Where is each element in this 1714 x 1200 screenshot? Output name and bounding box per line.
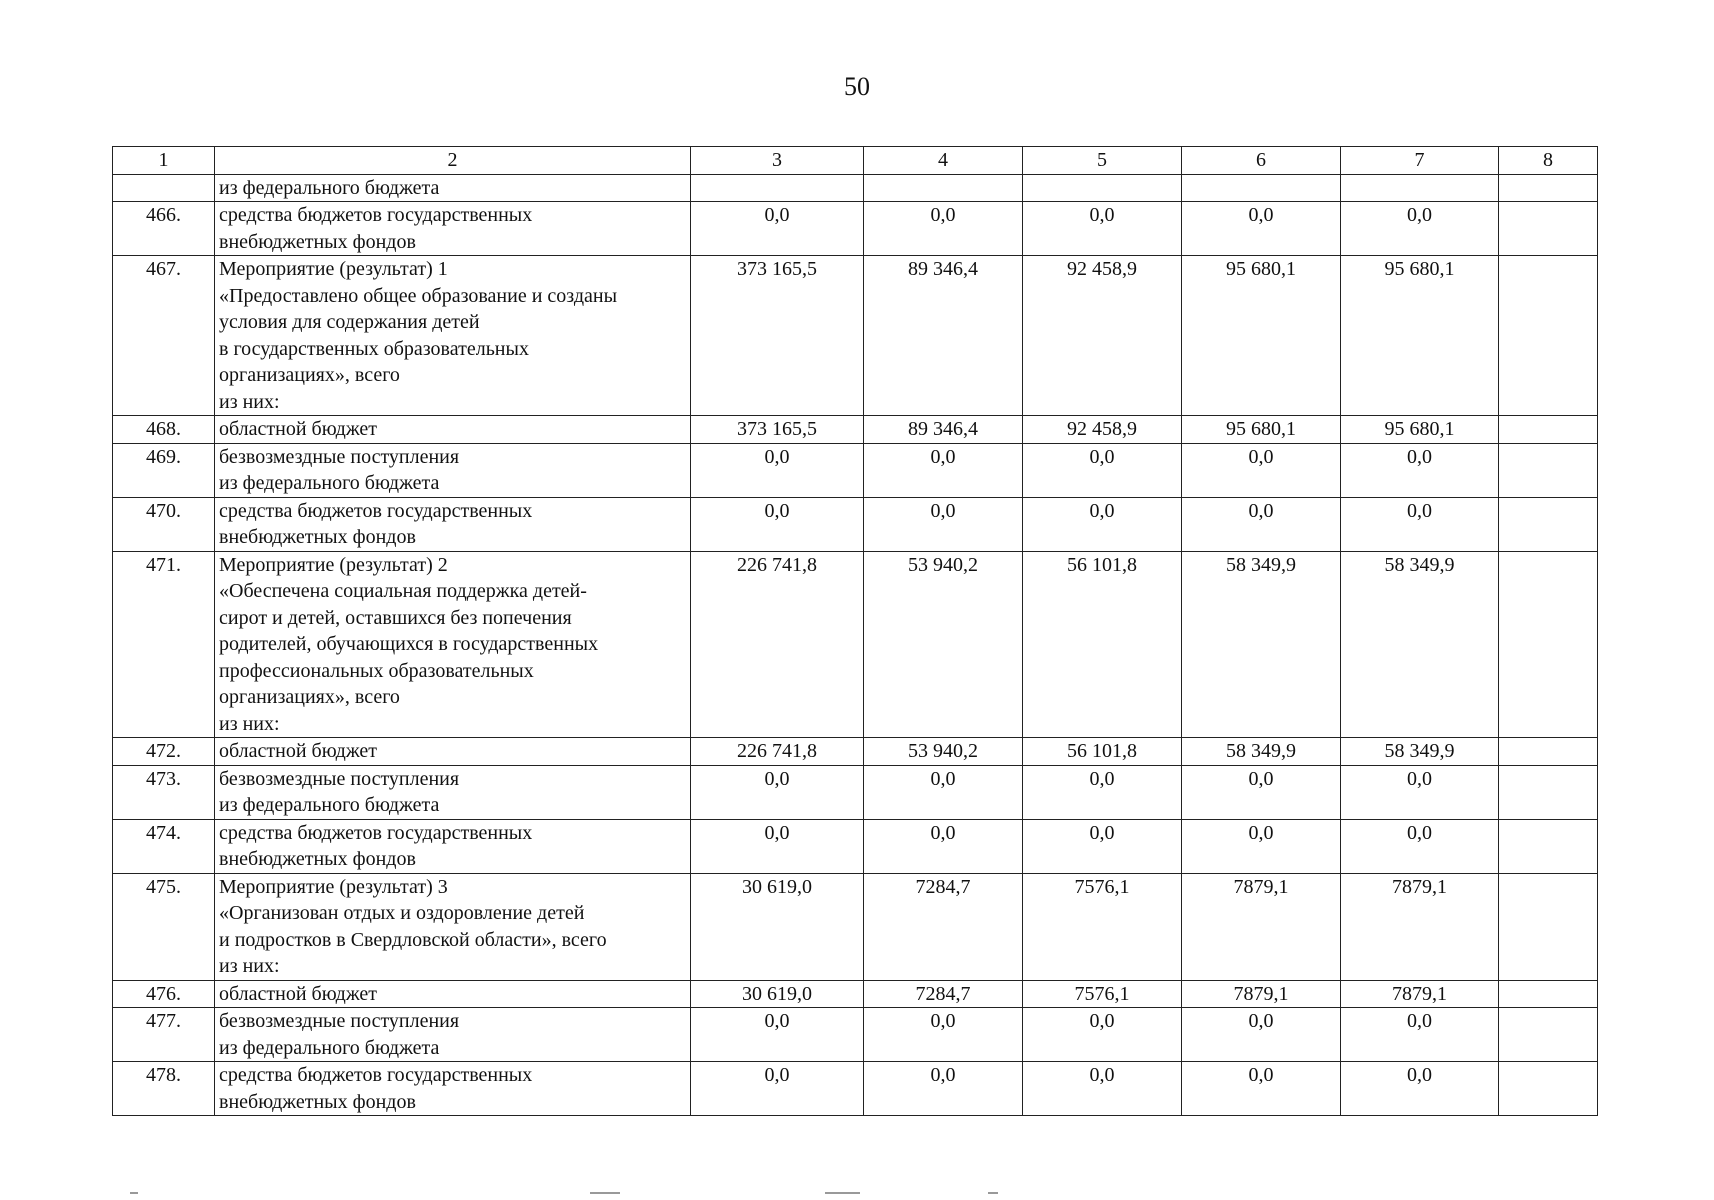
value-col-6: 95 680,1 [1182,256,1341,416]
table-row [113,738,1598,766]
row-description: безвозмездные поступления из федерального бюджета [215,1008,691,1062]
row-number: 477. [113,1008,215,1062]
value-col-7: 58 349,9 [1341,551,1499,738]
header-col-1: 1 [113,147,215,175]
value-col-8 [1499,497,1598,551]
header-col-7: 7 [1341,147,1499,175]
page-number: 50 [844,72,870,101]
row-description: средства бюджетов государственных внебюджетных фондов [215,1062,691,1116]
row-description: областной бюджет [215,738,691,766]
table-row [113,1062,1598,1116]
value-col-4: 7284,7 [864,873,1023,980]
scan-mark [590,1192,620,1194]
value-col-3: 0,0 [691,1008,864,1062]
value-col-5: 92 458,9 [1023,256,1182,416]
value-col-8 [1499,256,1598,416]
table-row [113,873,1598,980]
row-number: 475. [113,873,215,980]
value-col-5: 0,0 [1023,202,1182,256]
row-description: Мероприятие (результат) 3 «Организован отдых и оздоровление детей и подростков в Свердловской области», всего из них: [215,873,691,980]
row-number [113,174,215,202]
value-col-5: 92 458,9 [1023,416,1182,444]
row-number: 472. [113,738,215,766]
value-col-5: 0,0 [1023,443,1182,497]
header-col-8: 8 [1499,147,1598,175]
row-description: средства бюджетов государственных внебюджетных фондов [215,819,691,873]
table-row [113,202,1598,256]
row-description: безвозмездные поступления из федерального бюджета [215,443,691,497]
value-col-6: 0,0 [1182,765,1341,819]
value-col-8 [1499,202,1598,256]
value-col-4: 89 346,4 [864,256,1023,416]
value-col-4 [864,174,1023,202]
row-description: безвозмездные поступления из федерального бюджета [215,765,691,819]
value-col-7: 95 680,1 [1341,416,1499,444]
row-description: средства бюджетов государственных внебюджетных фондов [215,497,691,551]
row-number: 478. [113,1062,215,1116]
header-col-3: 3 [691,147,864,175]
value-col-6: 95 680,1 [1182,416,1341,444]
value-col-3: 373 165,5 [691,256,864,416]
table-row [113,416,1598,444]
row-description: областной бюджет [215,980,691,1008]
value-col-4: 53 940,2 [864,738,1023,766]
row-description: областной бюджет [215,416,691,444]
row-number: 468. [113,416,215,444]
value-col-4: 0,0 [864,1062,1023,1116]
table-body [113,174,1598,1116]
scan-artifacts [0,1192,1714,1196]
value-col-7: 0,0 [1341,497,1499,551]
value-col-3: 226 741,8 [691,551,864,738]
value-col-5: 56 101,8 [1023,738,1182,766]
value-col-4: 0,0 [864,765,1023,819]
value-col-6: 0,0 [1182,443,1341,497]
row-number: 476. [113,980,215,1008]
value-col-7: 7879,1 [1341,980,1499,1008]
value-col-8 [1499,765,1598,819]
row-number: 466. [113,202,215,256]
value-col-3: 0,0 [691,1062,864,1116]
value-col-8 [1499,174,1598,202]
value-col-5: 0,0 [1023,819,1182,873]
value-col-8 [1499,980,1598,1008]
scan-mark [825,1192,860,1194]
value-col-8 [1499,416,1598,444]
row-number: 474. [113,819,215,873]
value-col-4: 0,0 [864,443,1023,497]
value-col-7: 0,0 [1341,819,1499,873]
value-col-5: 0,0 [1023,765,1182,819]
value-col-3: 0,0 [691,443,864,497]
value-col-4: 0,0 [864,819,1023,873]
value-col-3: 0,0 [691,202,864,256]
value-col-7 [1341,174,1499,202]
value-col-3: 226 741,8 [691,738,864,766]
row-description: из федерального бюджета [215,174,691,202]
budget-table [112,146,1598,1116]
header-col-5: 5 [1023,147,1182,175]
table-row [113,551,1598,738]
value-col-5: 7576,1 [1023,873,1182,980]
header-col-6: 6 [1182,147,1341,175]
value-col-8 [1499,1062,1598,1116]
row-number: 471. [113,551,215,738]
value-col-6: 7879,1 [1182,980,1341,1008]
value-col-3: 373 165,5 [691,416,864,444]
row-number: 467. [113,256,215,416]
value-col-7: 0,0 [1341,765,1499,819]
scan-mark [988,1192,998,1194]
value-col-6: 0,0 [1182,819,1341,873]
value-col-8 [1499,443,1598,497]
value-col-3 [691,174,864,202]
value-col-8 [1499,1008,1598,1062]
row-description: Мероприятие (результат) 1 «Предоставлено общее образование и созданы условия для содержания детей в государственных образовательных организациях», всего из них: [215,256,691,416]
row-number: 469. [113,443,215,497]
value-col-4: 53 940,2 [864,551,1023,738]
value-col-6: 7879,1 [1182,873,1341,980]
table-row [113,256,1598,416]
value-col-3: 0,0 [691,819,864,873]
value-col-3: 0,0 [691,497,864,551]
row-description: средства бюджетов государственных внебюджетных фондов [215,202,691,256]
value-col-5: 56 101,8 [1023,551,1182,738]
value-col-6: 58 349,9 [1182,738,1341,766]
table-row [113,819,1598,873]
header-col-2: 2 [215,147,691,175]
table-row [113,765,1598,819]
scan-mark [130,1192,138,1194]
value-col-4: 0,0 [864,202,1023,256]
value-col-7: 58 349,9 [1341,738,1499,766]
header-row [113,147,1598,175]
value-col-6: 0,0 [1182,1008,1341,1062]
value-col-5: 0,0 [1023,1062,1182,1116]
value-col-7: 0,0 [1341,1008,1499,1062]
table-row [113,980,1598,1008]
table-row [113,497,1598,551]
row-number: 473. [113,765,215,819]
value-col-6: 0,0 [1182,202,1341,256]
value-col-7: 0,0 [1341,1062,1499,1116]
value-col-5 [1023,174,1182,202]
value-col-6: 0,0 [1182,497,1341,551]
value-col-7: 95 680,1 [1341,256,1499,416]
table-row [113,174,1598,202]
value-col-7: 7879,1 [1341,873,1499,980]
header-col-4: 4 [864,147,1023,175]
value-col-4: 89 346,4 [864,416,1023,444]
value-col-7: 0,0 [1341,443,1499,497]
table-row [113,1008,1598,1062]
value-col-5: 0,0 [1023,497,1182,551]
value-col-7: 0,0 [1341,202,1499,256]
value-col-5: 7576,1 [1023,980,1182,1008]
value-col-6: 0,0 [1182,1062,1341,1116]
value-col-3: 30 619,0 [691,873,864,980]
value-col-3: 30 619,0 [691,980,864,1008]
value-col-8 [1499,873,1598,980]
value-col-4: 0,0 [864,1008,1023,1062]
value-col-3: 0,0 [691,765,864,819]
table-row [113,443,1598,497]
row-description: Мероприятие (результат) 2 «Обеспечена социальная поддержка детей- сирот и детей, оставшихся без попечения родителей, обучающихся в государственных профессиональных образовательных организациях», всего из них: [215,551,691,738]
value-col-5: 0,0 [1023,1008,1182,1062]
value-col-4: 0,0 [864,497,1023,551]
value-col-8 [1499,738,1598,766]
value-col-6: 58 349,9 [1182,551,1341,738]
row-number: 470. [113,497,215,551]
value-col-4: 7284,7 [864,980,1023,1008]
value-col-8 [1499,819,1598,873]
table-header [113,147,1598,175]
value-col-6 [1182,174,1341,202]
value-col-8 [1499,551,1598,738]
